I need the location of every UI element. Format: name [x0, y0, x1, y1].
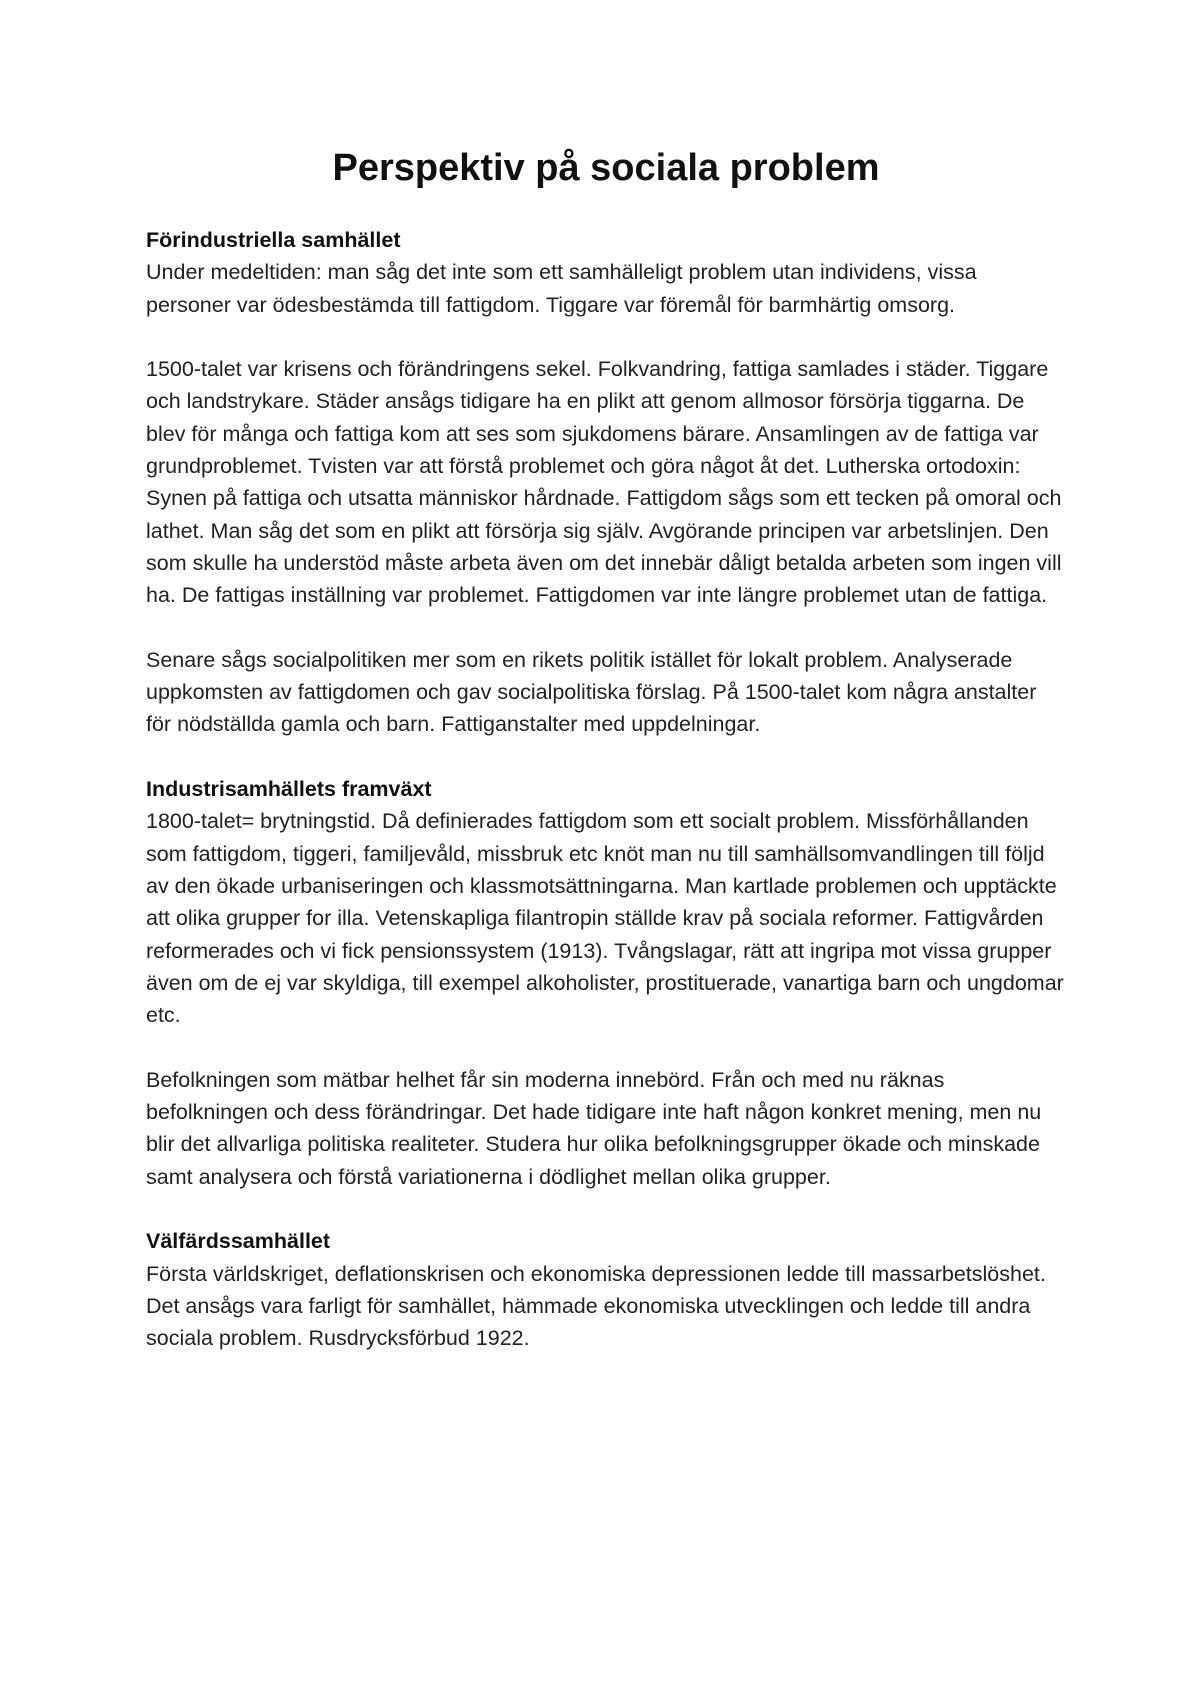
section-industrisamhallet [146, 773, 1066, 1193]
page-title: Perspektiv på sociala problem [332, 147, 880, 189]
section-heading: Välfärdssamhället [146, 1229, 331, 1254]
section-heading: Industrisamhällets framväxt [146, 777, 432, 802]
section-forindustriella [146, 224, 1066, 741]
paragraph: 1500-talet var krisens och förändringens sekel. Folkvandring, fattiga samlades i städer. Tiggare och landstrykare. Städer ansågs tidigare ha en plikt att genom allmosor försörja tiggarna. De blev för många och fattiga kom att ses som sjukdomens bärare. Ansamlingen av de fattiga var grundproblemet. Tvisten var att förstå problemet och göra något åt det. Lutherska ortodoxin: Synen på fattiga och utsatta människor hårdnade. Fattigdom sågs som ett tecken på omoral och lathet. Man såg det som en plikt att försörja sig själv. Avgörande principen var arbetslinjen. Den som skulle ha understöd måste arbeta även om det innebär dåligt betalda arbeten som ingen vill ha. De fattigas inställning var problemet. Fattigdomen var inte längre problemet utan de fattiga. [146, 357, 1062, 608]
section-heading: Förindustriella samhället [146, 228, 401, 252]
paragraph: Befolkningen som mätbar helhet får sin moderna innebörd. Från och med nu räknas befolkningen och dess förändringar. Det hade tidigare inte haft någon konkret mening, men nu blir det allvarliga politiska realiteter. Studera hur olika befolkningsgrupper ökade och minskade samt analysera och förstå variationerna i dödlighet mellan olika grupper. [146, 1067, 1042, 1189]
section-valfardssamhallet [146, 1225, 1066, 1354]
paragraph: Under medeltiden: man såg det inte som ett samhälleligt problem utan individens, vissa personer var ödesbestämda till fattigdom. Tiggare var föremål för barmhärtig omsorg. [146, 260, 977, 317]
paragraph: Första världskriget, deflationskrisen och ekonomiska depressionen ledde till massarbetslöshet. Det ansågs vara farligt för samhället, hämmade ekonomiska utvecklingen och ledde till andra sociala problem. Rusdrycksförbud 1922. [146, 1261, 1046, 1351]
document-body [146, 140, 1066, 1387]
paragraph: 1800-talet= brytningstid. Då definierades fattigdom som ett socialt problem. Missförhållanden som fattigdom, tiggeri, familjevåld, missbruk etc knöt man nu till samhällsomvandlingen till följd av den ökade urbaniseringen och klassmotsättningarna. Man kartlade problemen och upptäckte att olika grupper for illa. Vetenskapliga filantropin ställde krav på sociala reformer. Fattigvården reformerades och vi fick pensionssystem (1913). Tvångslagar, rätt att ingripa mot vissa grupper även om de ej var skyldiga, till exempel alkoholister, prostituerade, vanartiga barn och ungdomar etc. [146, 809, 1064, 1028]
paragraph: Senare sågs socialpolitiken mer som en rikets politik istället för lokalt problem. Analyserade uppkomsten av fattigdomen och gav socialpolitiska förslag. På 1500-talet kom några anstalter för nödställda gamla och barn. Fattiganstalter med uppdelningar. [146, 647, 1037, 737]
